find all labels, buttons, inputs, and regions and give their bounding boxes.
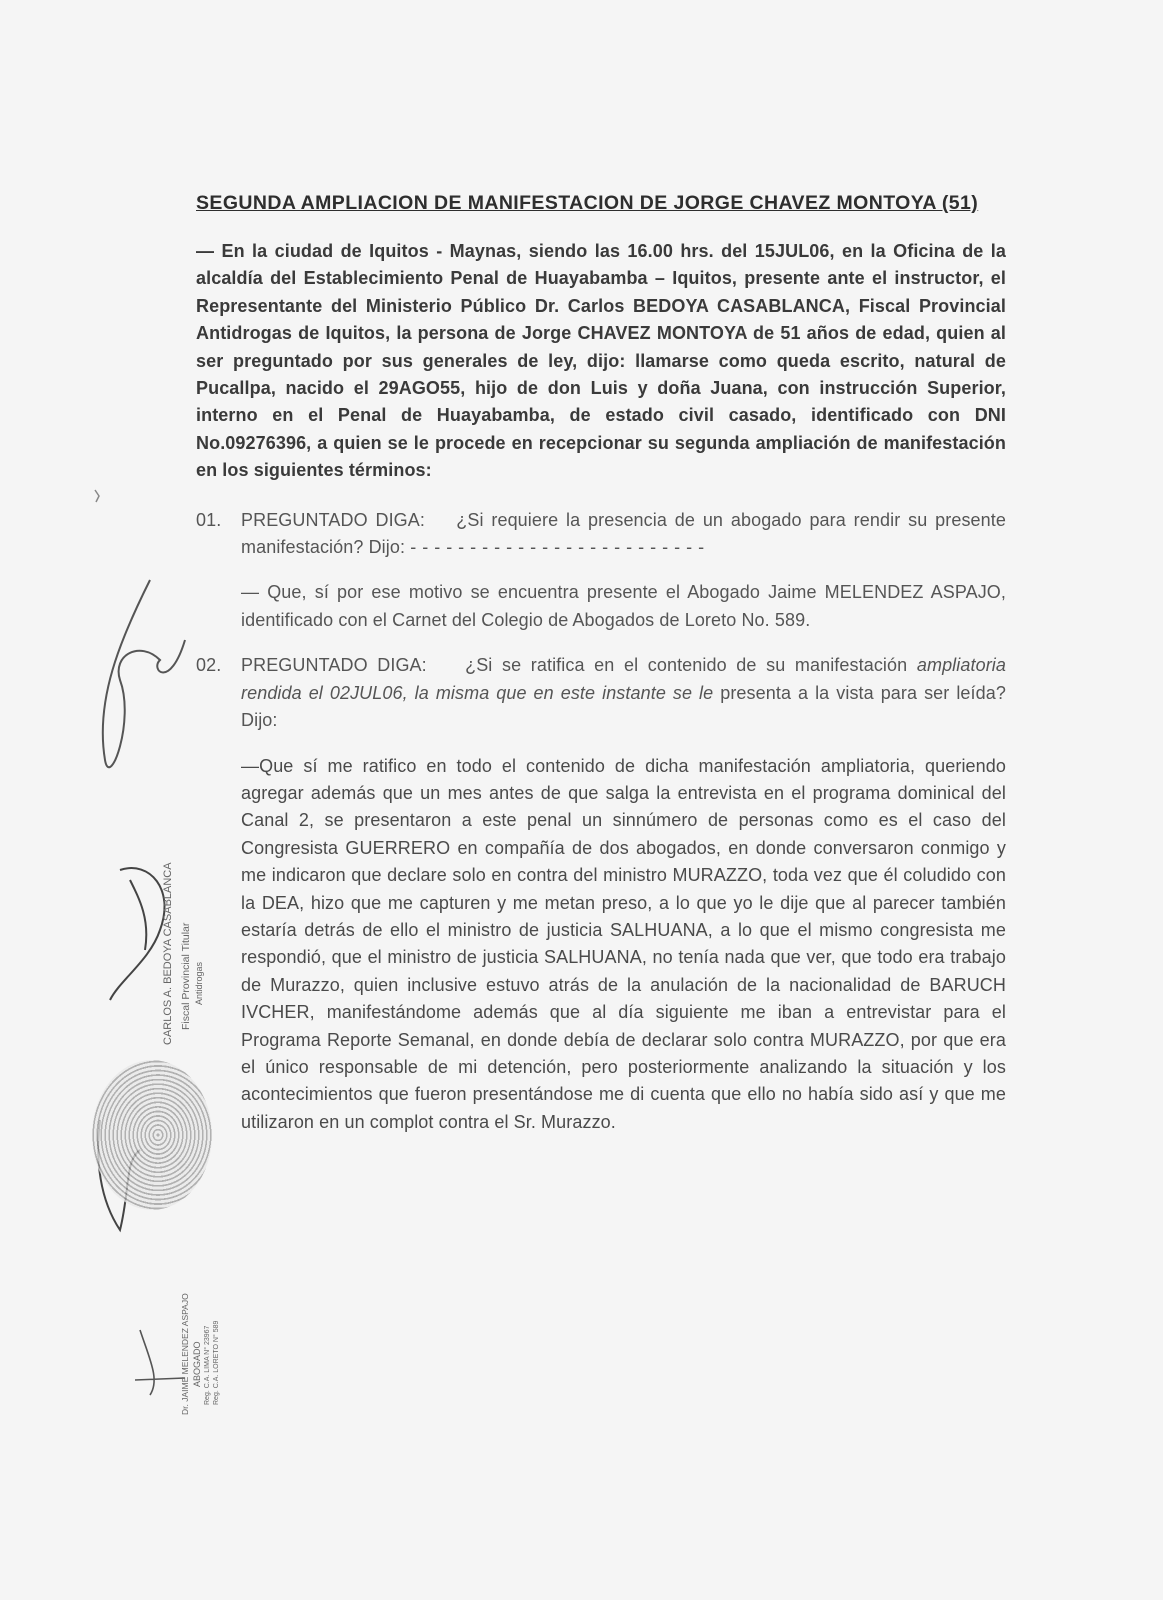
question-number: 01. [196, 509, 222, 530]
question-body: ¿Si requiere la presencia de un abogado para rendir su presente manifestación? Dijo: [241, 509, 1006, 558]
lawyer-name: Dr. JAIME MELENDEZ ASPAJO [180, 1293, 190, 1415]
question-label: PREGUNTADO DIGA: [241, 509, 425, 530]
fiscal-unit: Antidrogas [194, 961, 204, 1005]
question-body-end: presenta a la vista para ser leída? Dijo: [241, 682, 1006, 731]
lawyer-reg2: Reg. C.A. LORETO N° 589 [213, 1320, 220, 1405]
question-text [241, 652, 1006, 734]
question-02 [196, 652, 1006, 734]
fiscal-stamp [150, 845, 210, 1055]
document-title: SEGUNDA AMPLIACION DE MANIFESTACION DE JORGE CHAVEZ MONTOYA (51) [196, 192, 979, 214]
question-number: 02. [196, 655, 222, 676]
thumbprint [92, 1060, 212, 1210]
question-label: PREGUNTADO DIGA: [241, 655, 427, 676]
question-body-start: ¿Si se ratifica en el contenido de su manifestación [465, 655, 908, 676]
intro-paragraph: — En la ciudad de Iquitos - Maynas, siendo las 16.00 hrs. del 15JUL06, en la Oficina de la alcaldía del Establecimiento Penal de Huayabamba – Iquitos, presente ante el instructor, el Representante del Ministerio Público Dr. Carlos BEDOYA CASABLANCA, Fiscal Provincial Antidrogas de Iquitos, la persona de Jorge CHAVEZ MONTOYA de 51 años de edad, quien al ser preguntado por sus generales de ley, dijo: llamarse como queda escrito, natural de Pucallpa, nacido el 29AGO55, hijo de don Luis y doña Juana, con instrucción Superior, interno en el Penal de Huayabamba, de estado civil casado, identificado con DNI No.09276396, a quien se le procede en recepcionar su segunda ampliación de manifestación en los siguientes términos: [196, 241, 1006, 481]
fiscal-name: CARLOS A. BEDOYA CASABLANCA [162, 862, 174, 1045]
answer-01: — Que, sí por ese motivo se encuentra presente el Abogado Jaime MELENDEZ ASPAJO, identificado con el Carnet del Colegio de Abogados de Loreto No. 589. [241, 582, 1006, 630]
lawyer-title: ABOGADO [192, 1341, 202, 1387]
question-text [241, 507, 1006, 562]
question-body-italic: ampliatoria rendida el 02JUL06, la misma que en este instante se le [241, 655, 1006, 703]
question-01 [196, 507, 1006, 562]
dot-mark [95, 490, 99, 502]
document-body [196, 190, 1006, 1154]
fiscal-title: Fiscal Provincial Titular [180, 922, 192, 1030]
signature-1 [103, 580, 185, 767]
answer-02: —Que sí me ratifico en todo el contenido de dicha manifestación ampliatoria, queriendo agregar además que un mes antes de que salga la entrevista en el programa dominical del Canal 2, se presentaron a este penal un sinnúmero de personas como es el caso del Congresista GUERRERO en compañía de dos abogados, en donde conversaron conmigo y me indicaron que declare solo en contra del ministro MURAZZO, toda vez que él coludido con la DEA, hizo que me capturen y me metan preso, a lo que yo le dije que al parecer también estaría detrás de ello el ministro de justicia SALHUANA, a lo que el mismo congresista me respondió, que el ministro de justicia SALHUANA, no tenía nada que ver, que todo era trabajo de Murazzo, quien inclusive estuvo atrás de la anulación de la nacionalidad de BARUCH IVCHER, manifestándome además que al día siguiente me iban a entrevistar para el Programa Reporte Semanal, en donde debía de declarar solo contra MURAZZO, por que era el único responsable de mi detención, pero posteriormente analizando la situación y los acontecimientos que fueron presentándose me di cuenta que ello no había sido así y que me utilizaron en un complot contra el Sr. Murazzo. [241, 755, 1006, 1132]
lawyer-reg1: Reg. C.A. LIMA N° 23967 [204, 1325, 211, 1405]
lawyer-stamp [178, 1275, 228, 1415]
question-dashes: - - - - - - - - - - - - - - - - - - - - - - - - - [410, 537, 705, 558]
